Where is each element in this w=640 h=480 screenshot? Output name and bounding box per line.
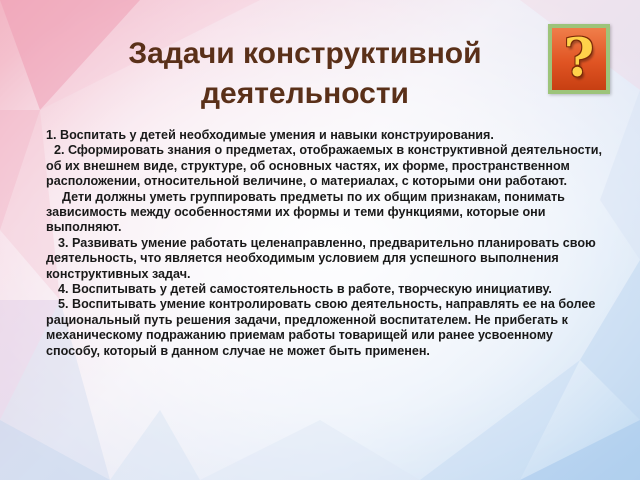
task-paragraph-4: 4. Воспитывать у детей самостоятельность в работе, творческую инициативу. (58, 282, 552, 297)
help-button[interactable] (548, 24, 610, 94)
question-mark-icon: ? (563, 28, 595, 89)
slide-title (70, 34, 540, 114)
title-line-2: деятельности (201, 77, 409, 110)
task-paragraph-2: 2. Сформировать знания о предметах, отображаемых в конструктивной деятельности, об их внешнем виде, структуре, об основных частях, их форме, пространственном расположении, относительной величине, о материалах, с которыми они работают. (46, 143, 603, 189)
task-paragraph-2-note: Дети должны уметь группировать предметы по их общим признакам, понимать зависимость между особенностями их формы и теми функциями, которые они выполняют. (46, 189, 565, 235)
task-paragraph-5: 5. Воспитывать умение контролировать свою деятельность, направлять ее на более рациональный путь решения задачи, предложенной воспитателем. Не прибегать к механическому подражанию приемам работы товарищей или ранее усвоенному способу, который в данном случае не может быть применен. (46, 297, 596, 358)
title-line-1: Задачи конструктивной (128, 37, 482, 70)
task-list (46, 128, 606, 359)
task-paragraph-1: 1. Воспитать у детей необходимые умения и навыки конструирования. (46, 128, 494, 142)
task-paragraph-3: 3. Развивать умение работать целенаправленно, предварительно планировать свою деятельность, что является необходимым условием для успешного выполнения конструктивных задач. (46, 235, 596, 281)
